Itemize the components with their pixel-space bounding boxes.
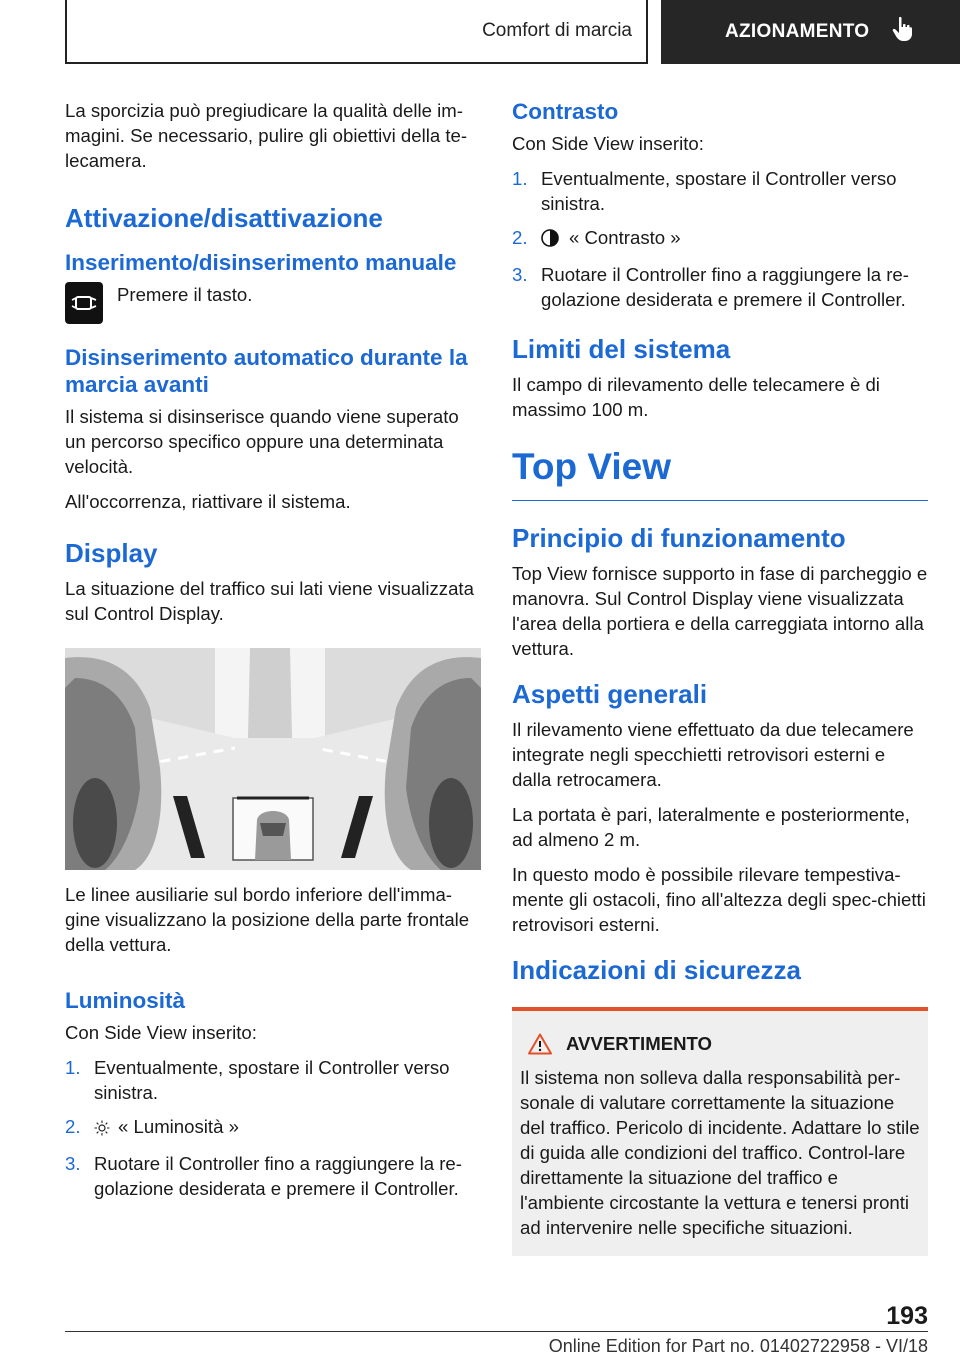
header-chapter-tab	[661, 0, 960, 64]
warning-box	[512, 1007, 928, 1256]
sun-icon	[94, 1117, 118, 1142]
auto-off-heading: Disinserimento automatico durante la marcia avanti	[65, 345, 468, 397]
brightness-step: 2. « Luminosità »	[65, 1114, 481, 1142]
safety-heading: Indicazioni di sicurezza	[512, 955, 801, 985]
manual-heading: Inserimento/disinserimento manuale	[65, 250, 457, 275]
top-view-heading: Top View	[512, 446, 928, 501]
page-number: 193	[886, 1302, 928, 1330]
contrast-step: 3. Ruotare il Controller fino a raggiungere la re-golazione desiderata e premere il Controller.	[512, 264, 909, 310]
general-text-3: In questo modo è possibile rilevare tempestiva-mente gli ostacoli, fino all'altezza degli spec-chietti retrovisori esterni.	[512, 864, 926, 935]
right-column	[512, 98, 928, 1256]
left-column	[65, 98, 481, 1211]
header-section-tab	[65, 0, 648, 64]
contrast-step: 2. « Contrasto »	[512, 225, 928, 253]
brightness-step: 1. Eventualmente, spostare il Controller verso sinistra.	[65, 1057, 450, 1103]
header-section-label: Comfort di marcia	[482, 20, 632, 41]
footer-divider	[65, 1331, 928, 1332]
contrast-heading: Contrasto	[512, 99, 619, 124]
manual-instruction	[65, 282, 481, 324]
contrast-icon	[541, 228, 569, 253]
general-text-2: La portata è pari, lateralmente e posteriormente, ad almeno 2 m.	[512, 804, 910, 850]
footer-edition: Online Edition for Part no. 01402722958 - VI/18	[548, 1336, 928, 1356]
limits-text: Il campo di rilevamento delle telecamere è di massimo 100 m.	[512, 374, 880, 420]
manual-text: Premere il tasto.	[117, 284, 253, 305]
header-chapter-label: AZIONAMENTO	[725, 21, 870, 42]
intro-text: La sporcizia può pregiudicare la qualità delle im-magini. Se necessario, pulire gli obiettivi della te-lecamera.	[65, 100, 468, 171]
auto-off-text-2: All'occorrenza, riattivare il sistema.	[65, 491, 351, 512]
brightness-heading: Luminosità	[65, 988, 186, 1013]
warning-triangle-icon	[528, 1033, 552, 1055]
brightness-steps	[65, 1055, 481, 1201]
brightness-step: 3. Ruotare il Controller fino a raggiungere la re-golazione desiderata e premere il Controller.	[65, 1153, 462, 1199]
limits-heading: Limiti del sistema	[512, 334, 731, 364]
side-view-illustration	[65, 648, 481, 870]
general-heading: Aspetti generali	[512, 679, 708, 709]
principle-heading: Principio di funzionamento	[512, 523, 846, 553]
warning-title: AVVERTIMENTO	[520, 1033, 920, 1055]
contrast-step: 1. Eventualmente, spostare il Controller verso sinistra.	[512, 168, 897, 214]
auto-off-text: Il sistema si disinserisce quando viene superato un percorso specifico oppure una determinata velocità.	[65, 406, 459, 477]
activation-heading: Attivazione/disattivazione	[65, 203, 383, 233]
general-text-1: Il rilevamento viene effettuato da due telecamere integrate negli specchietti retrovisori esterni e dalla retrocamera.	[512, 719, 914, 790]
brightness-intro: Con Side View inserito:	[65, 1022, 257, 1043]
contrast-steps	[512, 166, 928, 312]
pointing-hand-icon	[891, 16, 915, 48]
display-heading: Display	[65, 538, 158, 568]
principle-text: Top View fornisce supporto in fase di parcheggio e manovra. Sul Control Display viene visualizzata l'area della portiera e della carreggiata intorno alla vettura.	[512, 563, 928, 659]
warning-text: Il sistema non solleva dalla responsabilità per-sonale di valutare correttamente la situazione del traffico. Pericolo di incidente. Adattare lo stile di guida alle condizioni del traffico. Control-lare direttamente la situazione del traffico e l'ambiente circostante la vettura e tenersi pronti ad intervenire nelle specifiche situazioni.	[520, 1067, 920, 1238]
illustration-caption: Le linee ausiliarie sul bordo inferiore dell'imma-gine visualizzano la posizione della parte frontale della vettura.	[65, 884, 470, 955]
side-view-button-icon	[65, 282, 103, 324]
contrast-intro: Con Side View inserito:	[512, 133, 704, 154]
display-text: La situazione del traffico sui lati viene visualizzata sul Control Display.	[65, 578, 474, 624]
